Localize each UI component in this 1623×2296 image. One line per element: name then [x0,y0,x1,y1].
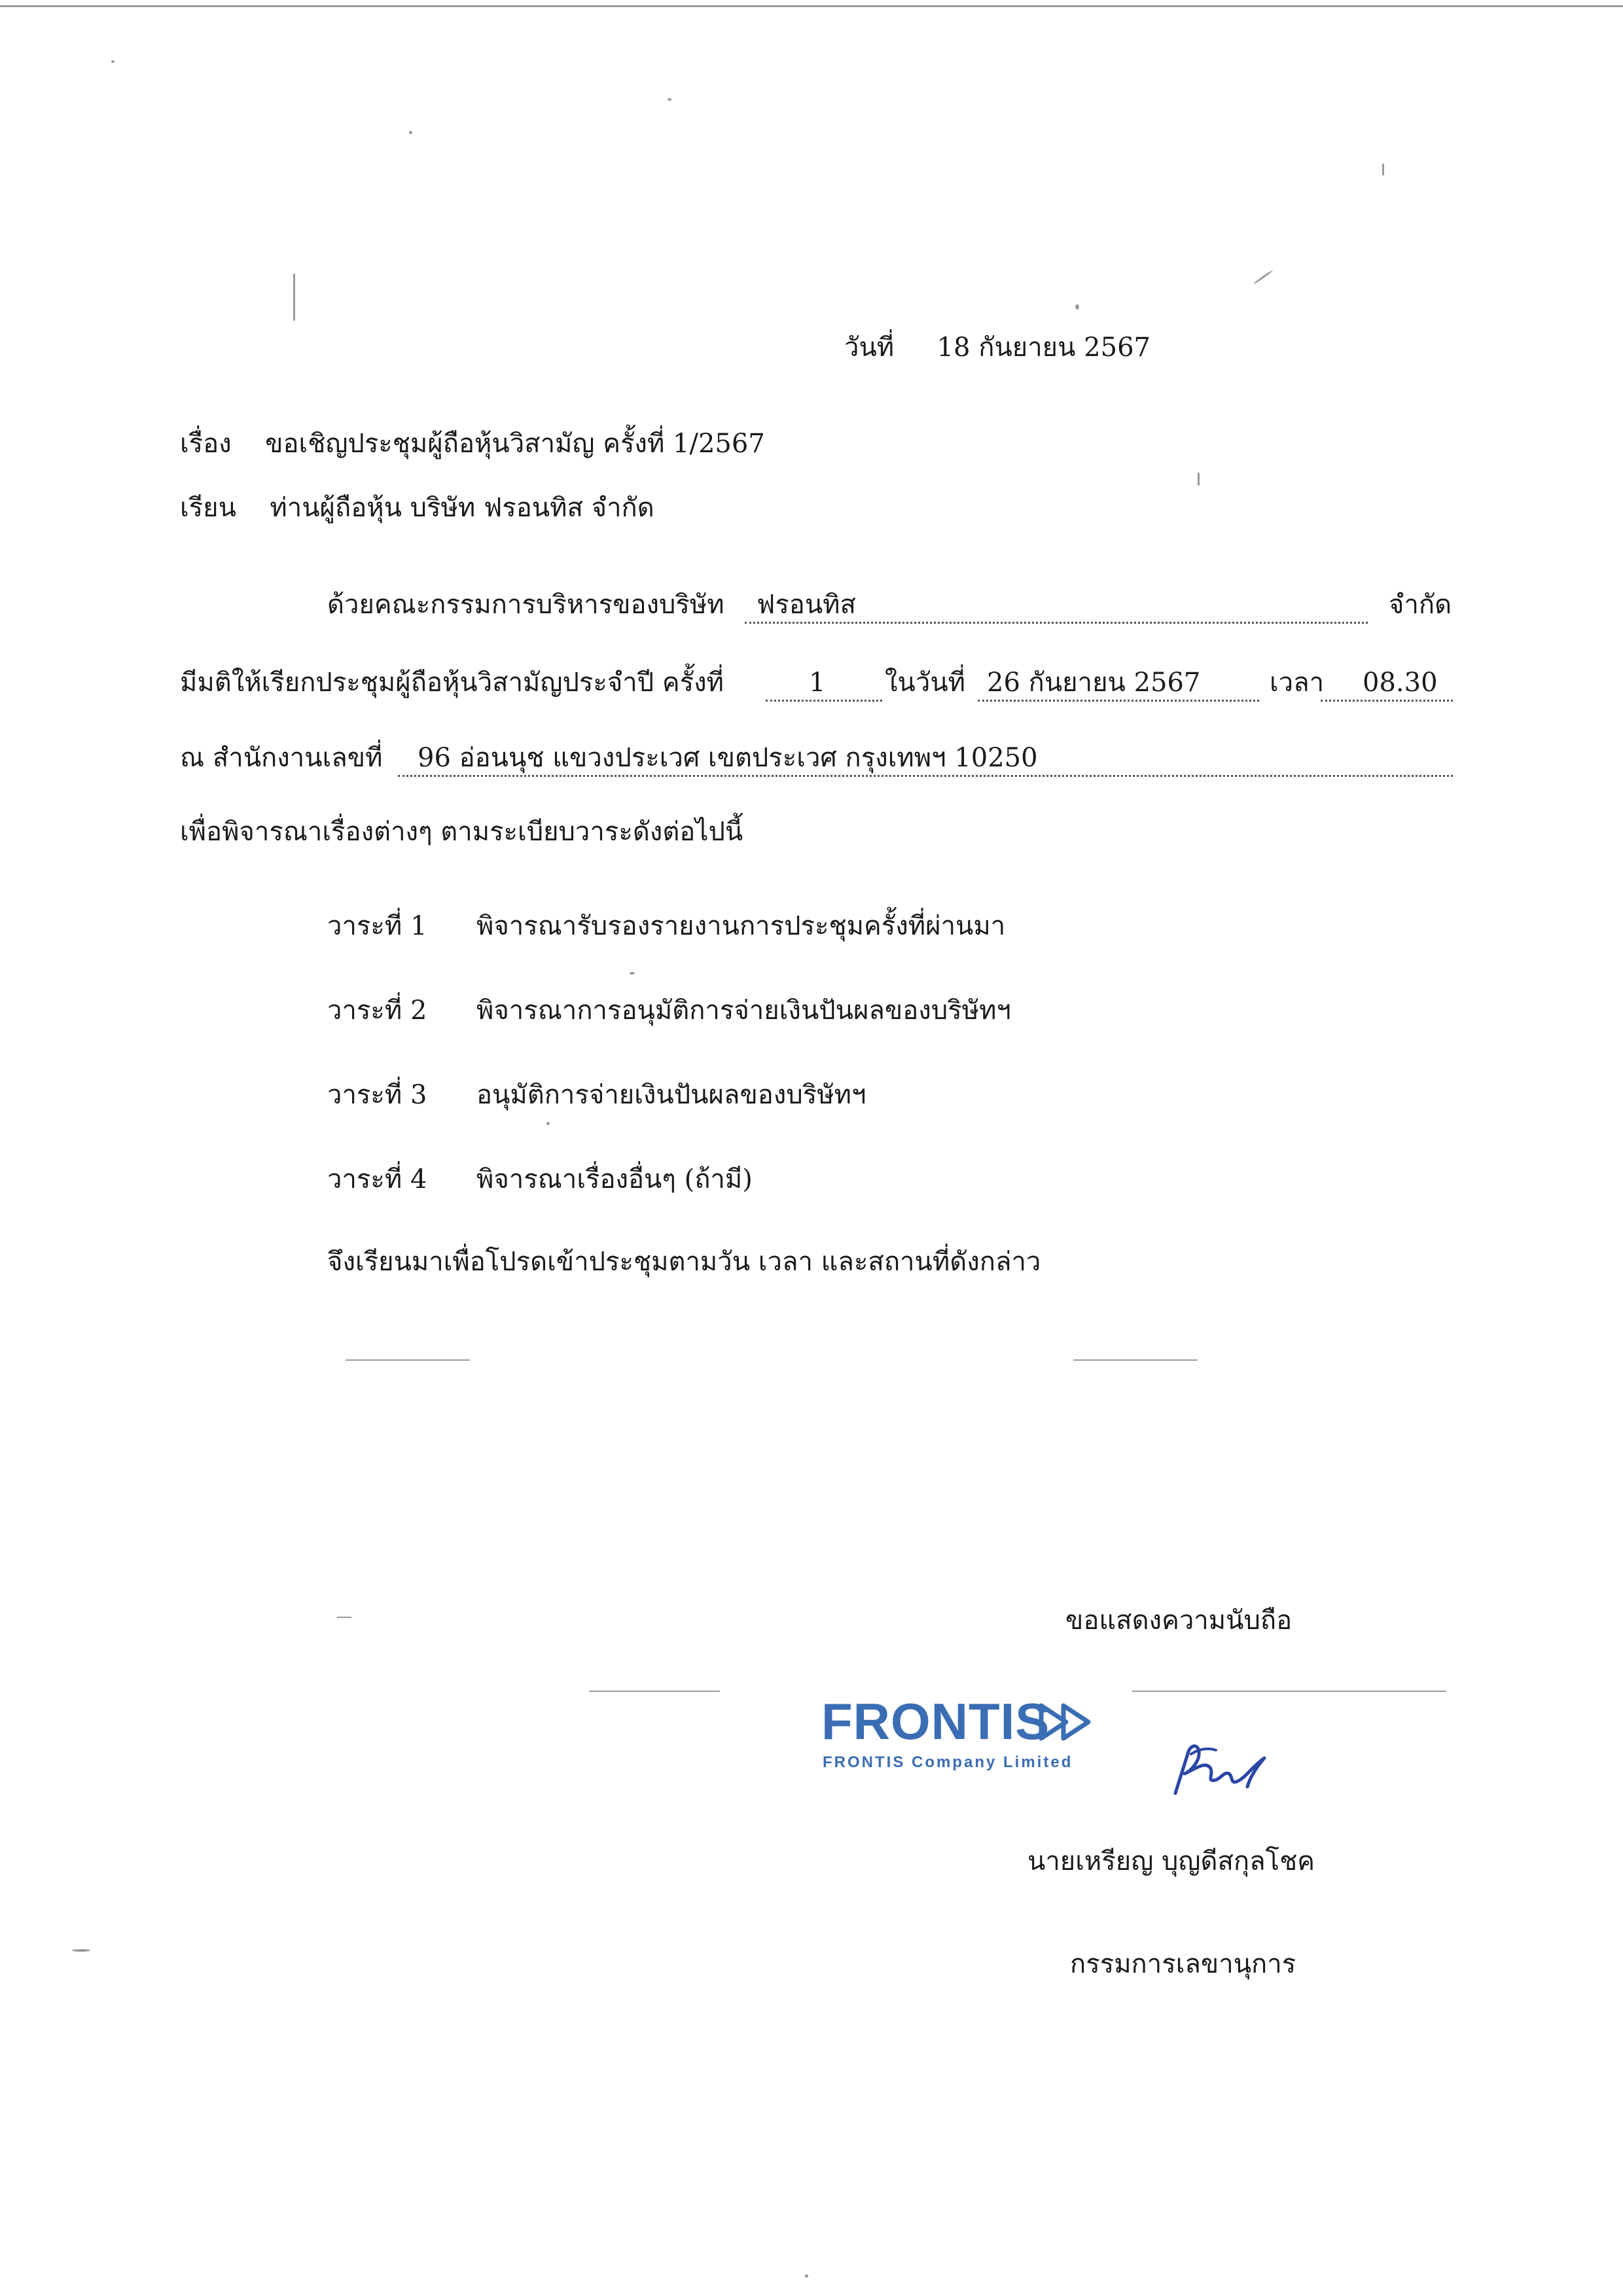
closing-sentence: จึงเรียนมาเพื่อโปรดเข้าประชุมตามวัน เวลา และสถานที่ดังกล่าว [327,1247,1041,1277]
body-line-1-suffix: จำกัด [1389,590,1452,620]
agenda-label: วาระที่ 3 [327,1080,427,1110]
agenda-text: พิจารณาเรื่องอื่นๆ (ถ้ามี) [476,1164,753,1194]
body-line-1-prefix: ด้วยคณะกรรมการบริหารของบริษัท [327,590,724,620]
meeting-time-field [1321,666,1453,702]
regards-text: ขอแสดงความนับถือ [1065,1605,1293,1636]
handwritten-signature [1165,1734,1276,1806]
date-value: 18 กันยายน 2567 [936,332,1150,363]
company-name: ฟรอนทิส [757,590,856,620]
meeting-date-field [978,666,1259,702]
scan-speck [409,131,412,134]
subject-label: เรื่อง [180,429,232,459]
agenda-label: วาระที่ 4 [327,1164,427,1194]
scan-speck [630,972,635,975]
scan-speck [293,274,295,321]
agenda-label: วาระที่ 1 [327,911,427,941]
subject-line [180,427,765,461]
scan-speck [668,98,671,101]
signatory-title: กรรมการเลขานุการ [1070,1949,1296,1979]
company-logo [821,1695,1073,1772]
page-top-border [0,5,1623,7]
recipient-text: ท่านผู้ถือหุ้น บริษัท ฟรอนทิส จำกัด [270,493,654,523]
signatory-name: นายเหรียญ บุญดีสกุลโชค [1027,1846,1315,1876]
meeting-date-label: ในวันที่ [885,668,966,698]
agenda-text: อนุมัติการจ่ายเงินปันผลของบริษัทฯ [476,1080,866,1110]
scan-speck [1253,270,1273,285]
agenda-text: พิจารณาการอนุมัติการจ่ายเงินปันผลของบริษัทฯ [476,996,1011,1026]
scan-speck [805,2274,808,2278]
faint-rule [589,1691,720,1692]
faint-rule [1132,1691,1446,1692]
scan-speck [546,1122,550,1125]
date-label: วันที่ [844,332,895,363]
office-address: 96 อ่อนนุช แขวงประเวศ เขตประเวศ กรุงเทพฯ 10250 [418,743,1038,773]
meeting-time-label: เวลา [1270,668,1325,698]
meeting-date: 26 กันยายน 2567 [987,668,1201,698]
meeting-time: 08.30 [1363,668,1438,698]
body-line-4: เพื่อพิจารณาเรื่องต่างๆ ตามระเบียบวาระดังต่อไปนี้ [180,817,743,847]
date-line [844,331,1150,365]
subject-text: ขอเชิญประชุมผู้ถือหุ้นวิสามัญ ครั้งที่ 1/2567 [265,429,765,459]
scan-speck [1382,164,1384,175]
scan-speck [1198,473,1200,486]
recipient-label: เรียน [180,493,236,523]
agenda-text: พิจารณารับรองรายงานการประชุมครั้งที่ผ่านมา [476,911,1006,941]
body-line-3-prefix: ณ สำนักงานเลขที่ [180,743,383,773]
faint-rule [337,1617,351,1618]
scan-speck [1075,304,1079,310]
meeting-number-field [766,666,882,702]
faint-rule [1073,1359,1198,1361]
agenda-label: วาระที่ 2 [327,996,427,1026]
meeting-number: 1 [809,668,826,698]
faint-rule [346,1359,470,1361]
recipient-line [180,491,654,525]
logo-tagline: FRONTIS Company Limited [823,1753,1073,1771]
scan-speck [72,1949,90,1952]
body-line-2-prefix: มีมติให้เรียกประชุมผู้ถือหุ้นวิสามัญประจำปี ครั้งที่ [180,668,724,698]
scan-speck [111,60,115,63]
company-name-field [745,588,1368,624]
logo-wordmark: FRONTIS [821,1693,1050,1750]
double-arrow-icon [1037,1702,1097,1742]
address-field [398,741,1453,777]
